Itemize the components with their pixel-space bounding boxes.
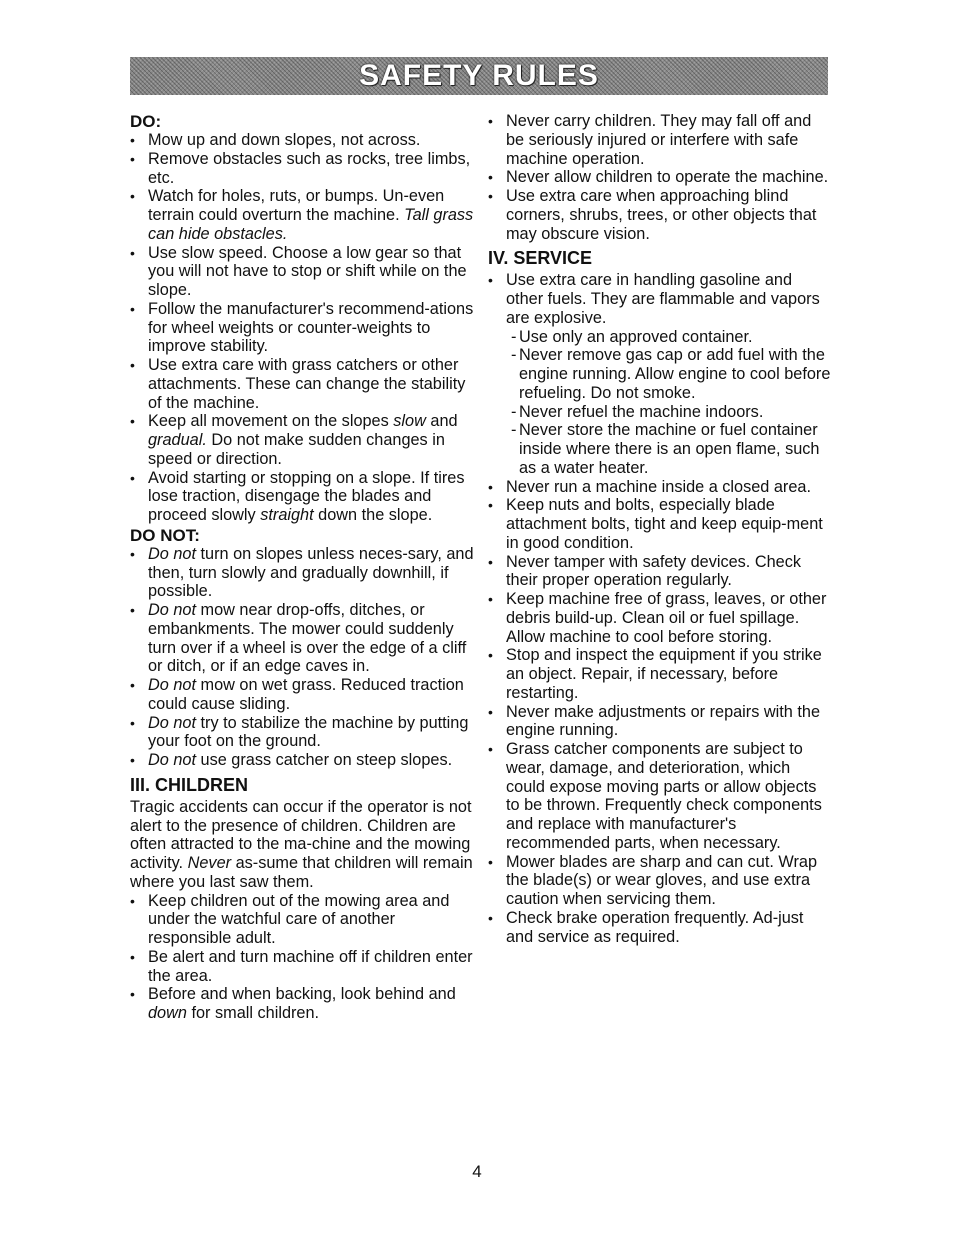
sub-list-item: - Use only an approved container. — [488, 328, 833, 347]
do-not-list — [130, 545, 475, 770]
list-item: • Mow up and down slopes, not across. — [130, 131, 475, 150]
list-item: • Do not mow near drop-offs, ditches, or embankments. The mower could suddenly turn over if a wheel is over the edge of a cliff or ditch, or if an edge caves in. — [130, 601, 475, 676]
list-item: • Avoid starting or stopping on a slope. If tires lose traction, disengage the blades and proceed slowly straight down the slope. — [130, 469, 475, 525]
list-item: • Use extra care with grass catchers or other attachments. These can change the stability of the machine. — [130, 356, 475, 412]
list-item: • Follow the manufacturer's recommend-ations for wheel weights or counter-weights to improve stability. — [130, 300, 475, 356]
list-item: • Remove obstacles such as rocks, tree limbs, etc. — [130, 150, 475, 188]
list-item: • Never carry children. They may fall off and be seriously injured or interfere with safe machine operation. — [488, 112, 833, 168]
children-list — [130, 892, 475, 1023]
list-item: • Mower blades are sharp and can cut. Wrap the blade(s) or wear gloves, and use extra caution when servicing them. — [488, 853, 833, 909]
list-item: • Do not mow on wet grass. Reduced traction could cause sliding. — [130, 676, 475, 714]
sub-list-item: - Never refuel the machine indoors. — [488, 403, 833, 422]
children-list-continued — [488, 112, 833, 243]
left-column — [130, 112, 475, 1023]
list-item: • Do not turn on slopes unless neces-sary, and then, turn slowly and gradually downhill, if possible. — [130, 545, 475, 601]
list-item: • Use extra care in handling gasoline and other fuels. They are flammable and vapors are explosive. - Use only an approved container. - Never remove gas cap or add fuel with the engine running. Allow engine to cool before refueling. Do not smoke. - Never refuel the machine indoors. - Never store the machine or fuel container inside where there is an open flame, such as a water heater. — [488, 271, 833, 477]
list-item: • Use extra care when approaching blind corners, shrubs, trees, or other objects that may obscure vision. — [488, 187, 833, 243]
children-heading: III. CHILDREN — [130, 774, 249, 795]
list-item: • Never allow children to operate the machine. — [488, 168, 833, 187]
fuel-sublist — [506, 328, 833, 478]
do-not-heading: DO NOT: — [130, 525, 200, 545]
list-item: • Never run a machine inside a closed area. — [488, 478, 833, 497]
list-item: • Before and when backing, look behind and down for small children. — [130, 985, 475, 1023]
service-list — [488, 271, 833, 946]
list-item: • Check brake operation frequently. Ad-just and service as required. — [488, 909, 833, 947]
sub-list-item: - Never store the machine or fuel container inside where there is an open flame, such as a water heater. — [488, 421, 833, 477]
sub-list-item: - Never remove gas cap or add fuel with the engine running. Allow engine to cool before refueling. Do not smoke. — [488, 346, 833, 402]
list-item: • Use slow speed. Choose a low gear so that you will not have to stop or shift while on the slope. — [130, 244, 475, 300]
page-number: 4 — [472, 1162, 482, 1181]
list-item: • Do not use grass catcher on steep slopes. — [130, 751, 475, 770]
list-item: • Never tamper with safety devices. Check their proper operation regularly. — [488, 553, 833, 591]
children-paragraph: Tragic accidents can occur if the operator is not alert to the presence of children. Children are often attracted to the ma-chine and the mowing activity. Never as-sume that children will remain where you last saw them. — [130, 797, 473, 891]
list-item: • Stop and inspect the equipment if you strike an object. Repair, if necessary, before restarting. — [488, 646, 833, 702]
list-item: • Keep children out of the mowing area and under the watchful care of another responsible adult. — [130, 892, 475, 948]
do-heading: DO: — [130, 112, 162, 131]
list-item: • Never make adjustments or repairs with the engine running. — [488, 703, 833, 741]
page-title: SAFETY RULES — [359, 59, 599, 92]
list-item: • Do not try to stabilize the machine by putting your foot on the ground. — [130, 714, 475, 752]
list-item: • Keep machine free of grass, leaves, or other debris build-up. Clean oil or fuel spillage. Allow machine to cool before storing. — [488, 590, 833, 646]
right-column — [488, 112, 833, 946]
list-item: • Keep all movement on the slopes slow and gradual. Do not make sudden changes in speed or direction. — [130, 412, 475, 468]
list-item: • Keep nuts and bolts, especially blade attachment bolts, tight and keep equip-ment in good condition. — [488, 496, 833, 552]
list-item: • Watch for holes, ruts, or bumps. Un-even terrain could overturn the machine. Tall grass can hide obstacles. — [130, 187, 475, 243]
service-heading: IV. SERVICE — [488, 248, 593, 269]
list-item: • Be alert and turn machine off if children enter the area. — [130, 948, 475, 986]
list-item: • Grass catcher components are subject to wear, damage, and deterioration, which could expose moving parts or allow objects to be thrown. Frequently check components and replace with manufacturer's recommended parts, when necessary. — [488, 740, 833, 853]
section-banner — [130, 57, 828, 95]
do-list — [130, 131, 475, 525]
